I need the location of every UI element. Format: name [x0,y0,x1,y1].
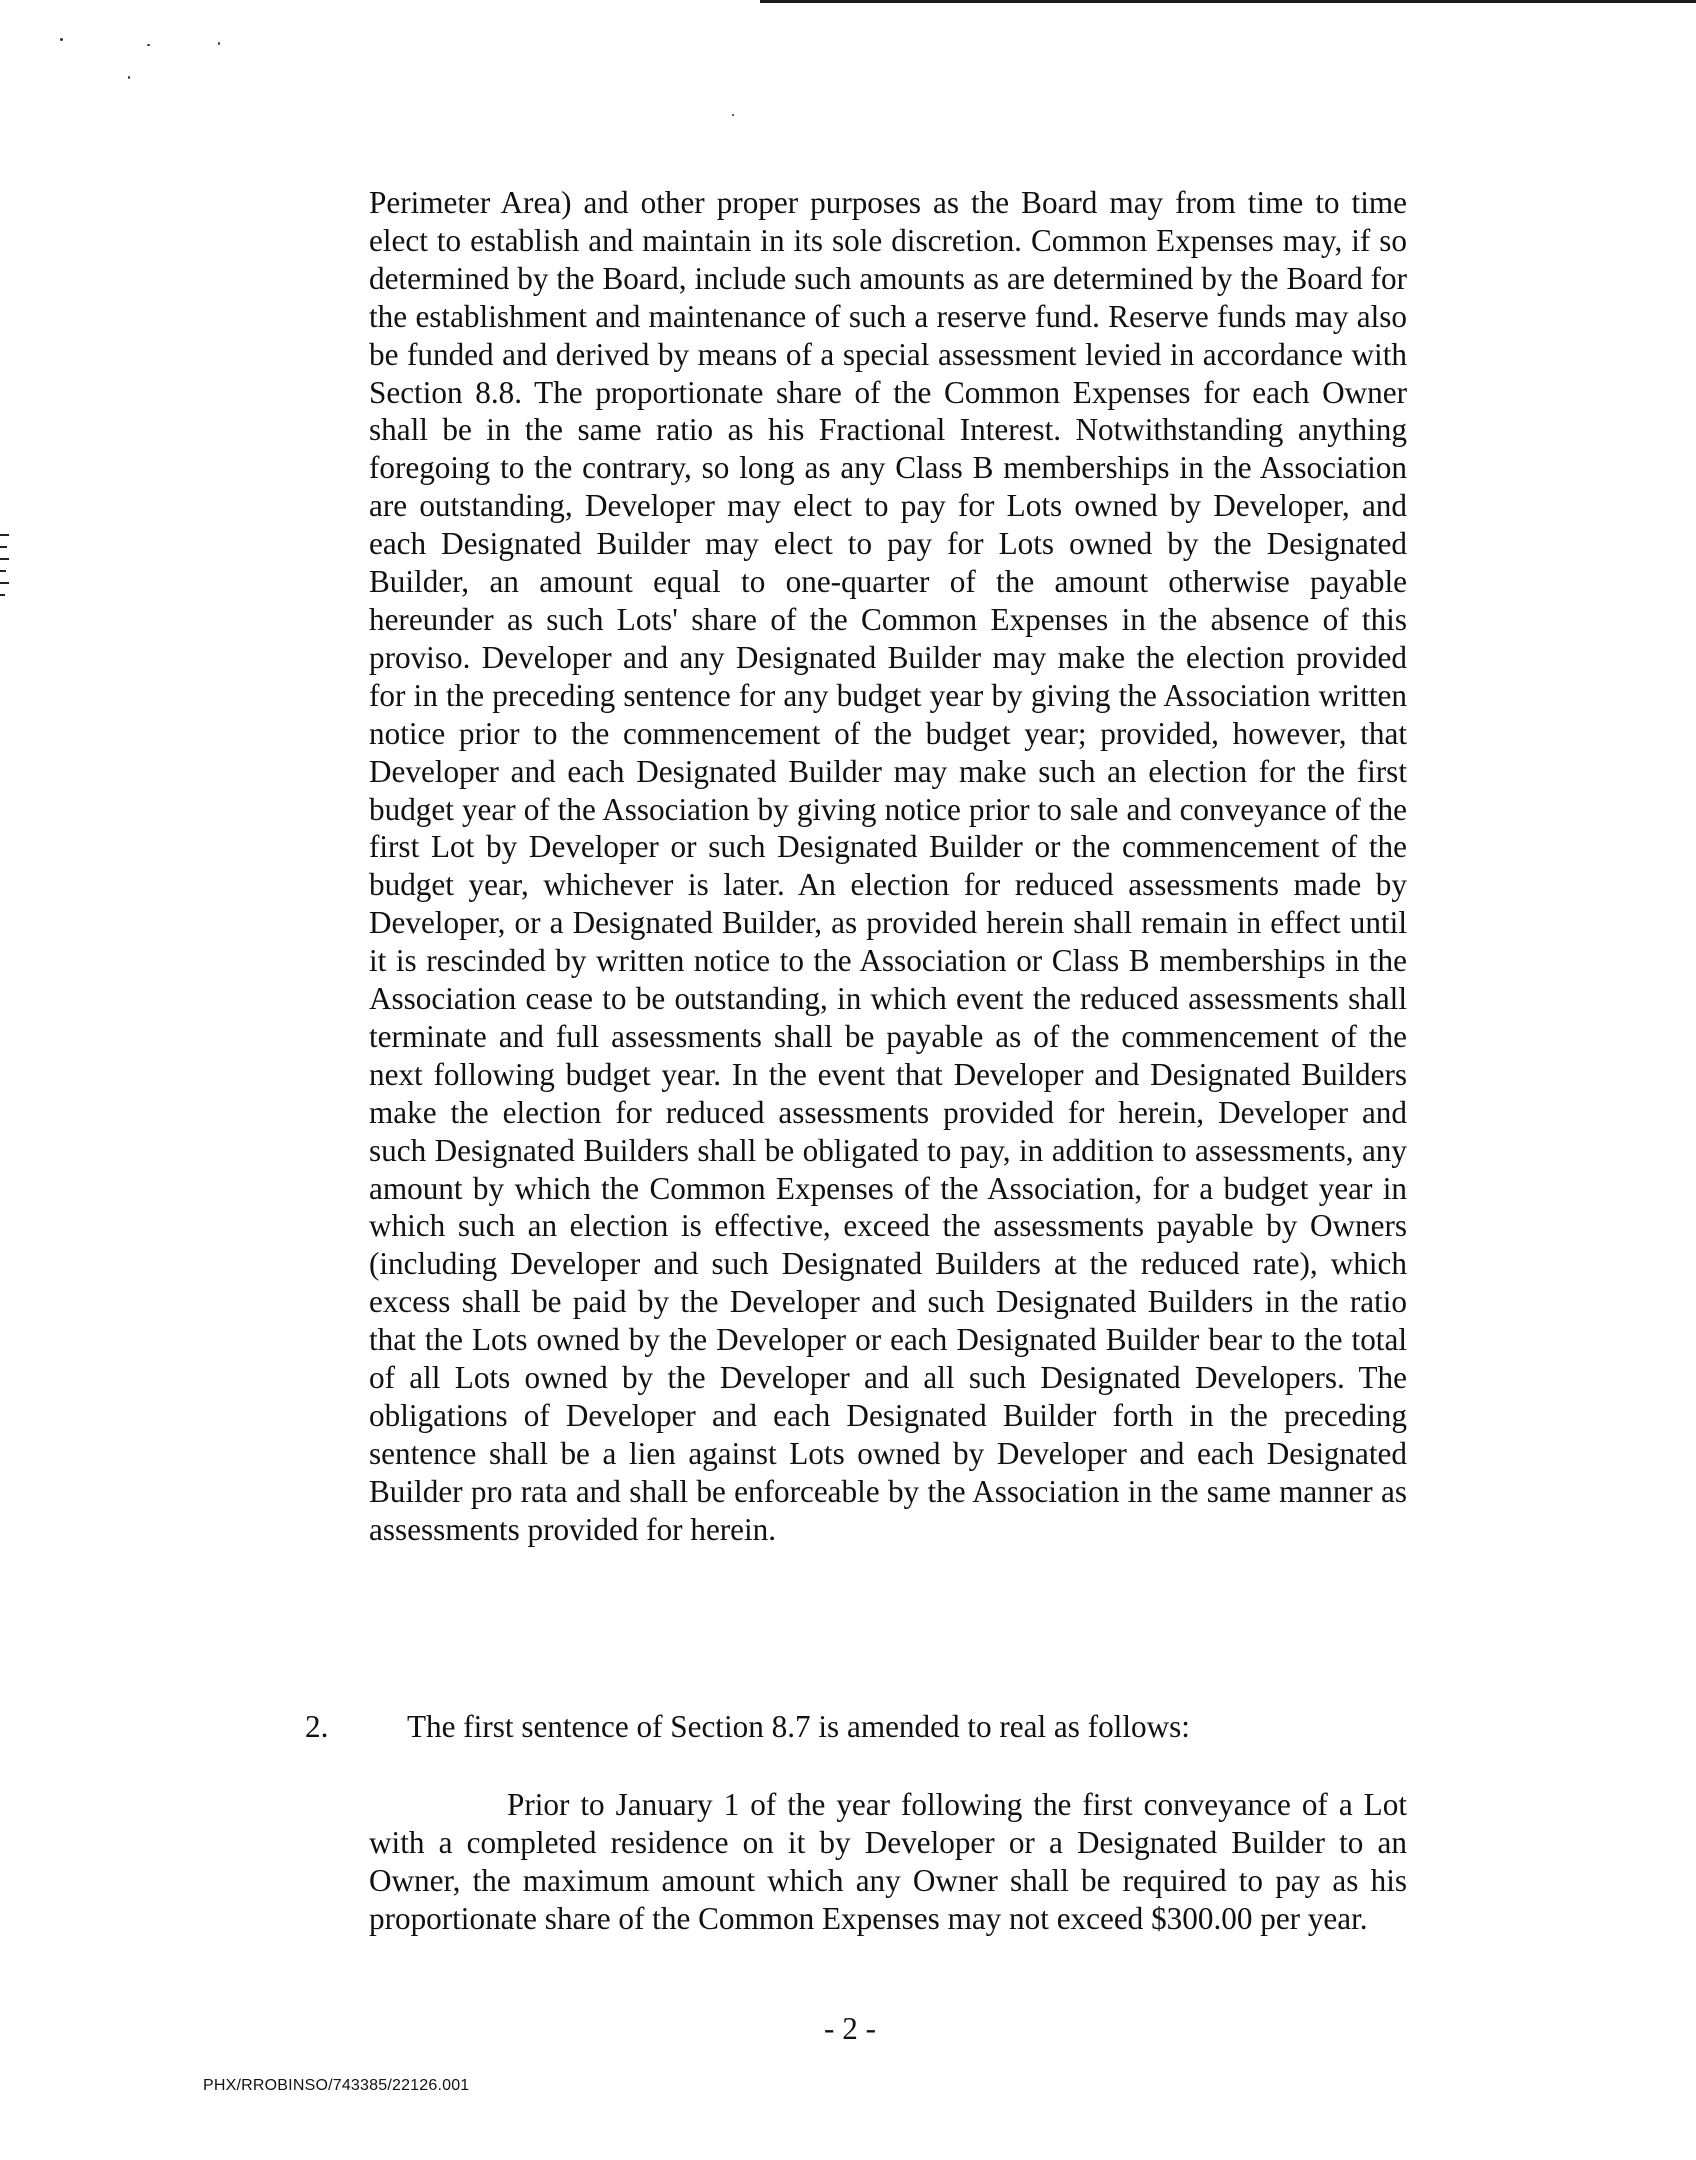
scan-margin-marks [0,530,10,610]
scan-speck [732,114,734,116]
scan-speck [147,44,150,46]
quoted-paragraph: Prior to January 1 of the year following the first conveyance of a Lot with a completed residence on it by Developer or a Designated Builder to an Owner, the maximum amount which any Owner shall be required to pay as his proportionate share of the Common Expenses may not exceed $300.00 per year. [369,1787,1407,1936]
document-id: PHX/RROBINSO/743385/22126.001 [203,2077,470,2094]
item-number: 2. [305,1709,329,1744]
scan-speck [60,38,63,41]
scan-speck [128,76,130,79]
scan-speck [218,42,220,45]
item-text: The first sentence of Section 8.7 is amended to real as follows: [407,1709,1190,1744]
body-paragraph: Perimeter Area) and other proper purposes as the Board may from time to time elect to establish and maintain in its sole discretion. Common Expenses may, if so determined by the Board, include such amounts as are determined by the Board for the establishment and maintenance of such a reserve fund. Reserve funds may also be funded and derived by means of a special assessment levied in accordance with Section 8.8. The proportionate share of the Common Expenses for each Owner shall be in the same ratio as his Fractional Interest. Notwithstanding anything foregoing to the contrary, so long as any Class B memberships in the Association are outstanding, Developer may elect to pay for Lots owned by Developer, and each Designated Builder may elect to pay for Lots owned by the Designated Builder, an amount equal to one-quarter of the amount otherwise payable hereunder as such Lots' share of the Common Expenses in the absence of this proviso. Developer and any Designated Builder may make the election provided for in the preceding sentence for any budget year by giving the Association written notice prior to the commencement of the budget year; provided, however, that Developer and each Designated Builder may make such an election for the first budget year of the Association by giving notice prior to sale and conveyance of the first Lot by Developer or such Designated Builder or the commencement of the budget year, whichever is later. An election for reduced assessments made by Developer, or a Designated Builder, as provided herein shall remain in effect until it is rescinded by written notice to the Association or Class B memberships in the Association cease to be outstanding, in which event the reduced assessments shall terminate and full assessments shall be payable as of the commencement of the next following budget year. In the event that Developer and Designated Builders make the election for reduced assessments provided for herein, Developer and such Designated Builders shall be obligated to pay, in addition to assessments, any amount by which the Common Expenses of the Association, for a budget year in which such an election is effective, exceed the assessments payable by Owners (including Developer and such Designated Builders at the reduced rate), which excess shall be paid by the Developer and such Designated Builders in the ratio that the Lots owned by the Developer or each Designated Builder bear to the total of all Lots owned by the Developer and all such Designated Developers. The obligations of Developer and each Designated Builder forth in the preceding sentence shall be a lien against Lots owned by Developer and each Designated Builder pro rata and shall be enforceable by the Association in the same manner as assessments provided for herein. [369,185,1407,1547]
page-number: - 2 - [824,2011,876,2046]
scan-top-edge [760,0,1696,3]
